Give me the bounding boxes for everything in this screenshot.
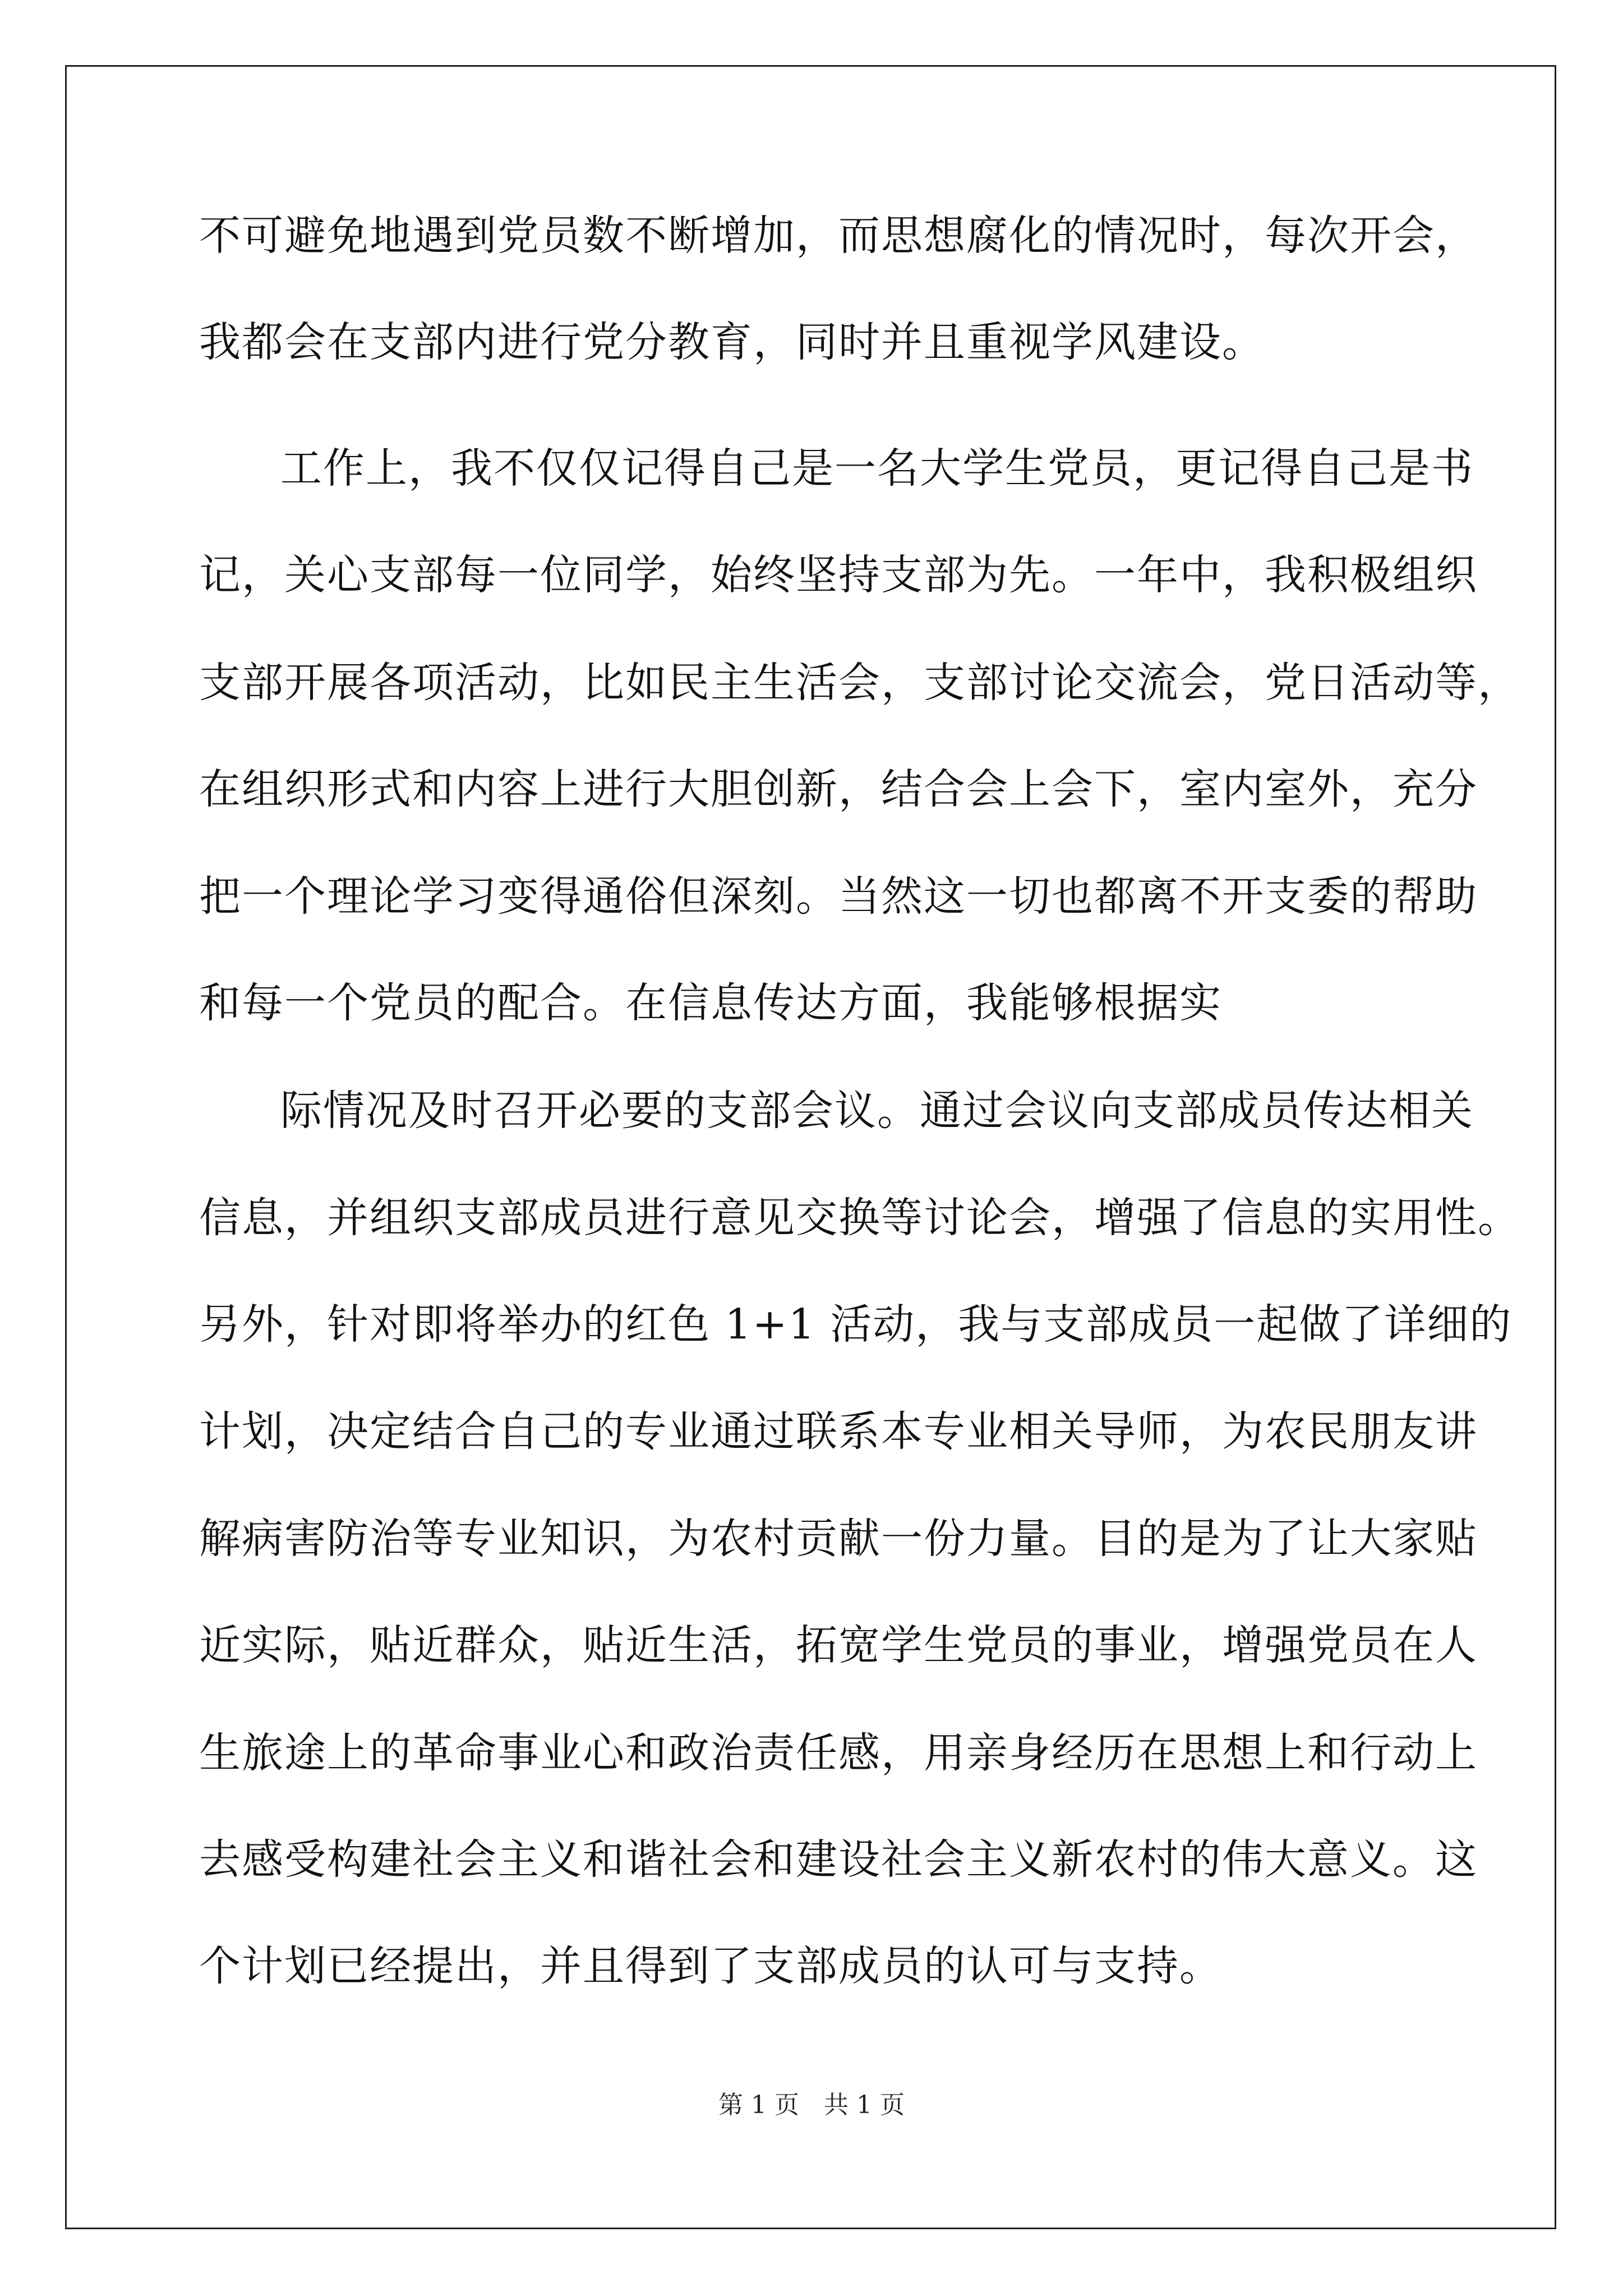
text-line-6: 在组织形式和内容上进行大胆创新，结合会上会下，室内室外，充分	[199, 765, 1478, 813]
text-line-11: 另外，针对即将举办的红色 1+1 活动，我与支部成员一起做了详细的	[199, 1300, 1513, 1349]
page-number-footer: 第 1 页 共 1 页	[718, 2091, 905, 2119]
text-line-1: 不可避免地遇到党员数不断增加，而思想腐化的情况时，每次开会，	[199, 211, 1478, 260]
text-line-10: 信息，并组织支部成员进行意见交换等讨论会，增强了信息的实用性。	[199, 1194, 1520, 1242]
text-line-12: 计划，决定结合自己的专业通过联系本专业相关导师，为农民朋友讲	[199, 1407, 1478, 1456]
text-line-16: 去感受构建社会主义和谐社会和建设社会主义新农村的伟大意义。这	[199, 1835, 1478, 1884]
text-line-8: 和每一个党员的配合。在信息传达方面，我能够根据实	[199, 979, 1222, 1027]
text-line-14: 近实际，贴近群众，贴近生活，拓宽学生党员的事业，增强党员在人	[199, 1621, 1478, 1669]
text-line-17: 个计划已经提出，并且得到了支部成员的认可与支持。	[199, 1942, 1222, 1990]
text-line-15: 生旅途上的革命事业心和政治责任感，用亲身经历在思想上和行动上	[199, 1729, 1478, 1777]
text-line-2: 我都会在支部内进行党分教育，同时并且重视学风建设。	[199, 318, 1265, 366]
text-line-9: 际情况及时召开必要的支部会议。通过会议向支部成员传达相关	[280, 1087, 1474, 1135]
text-line-5: 支部开展各项活动，比如民主生活会，支部讨论交流会，党日活动等，	[199, 659, 1520, 707]
text-line-7: 把一个理论学习变得通俗但深刻。当然这一切也都离不开支委的帮助	[199, 872, 1478, 921]
text-line-3: 工作上，我不仅仅记得自己是一名大学生党员，更记得自己是书	[280, 444, 1474, 493]
page-border	[65, 65, 1556, 2229]
text-line-4: 记，关心支部每一位同学，始终坚持支部为先。一年中，我积极组织	[199, 551, 1478, 599]
text-line-13: 解病害防治等专业知识，为农村贡献一份力量。目的是为了让大家贴	[199, 1515, 1478, 1563]
